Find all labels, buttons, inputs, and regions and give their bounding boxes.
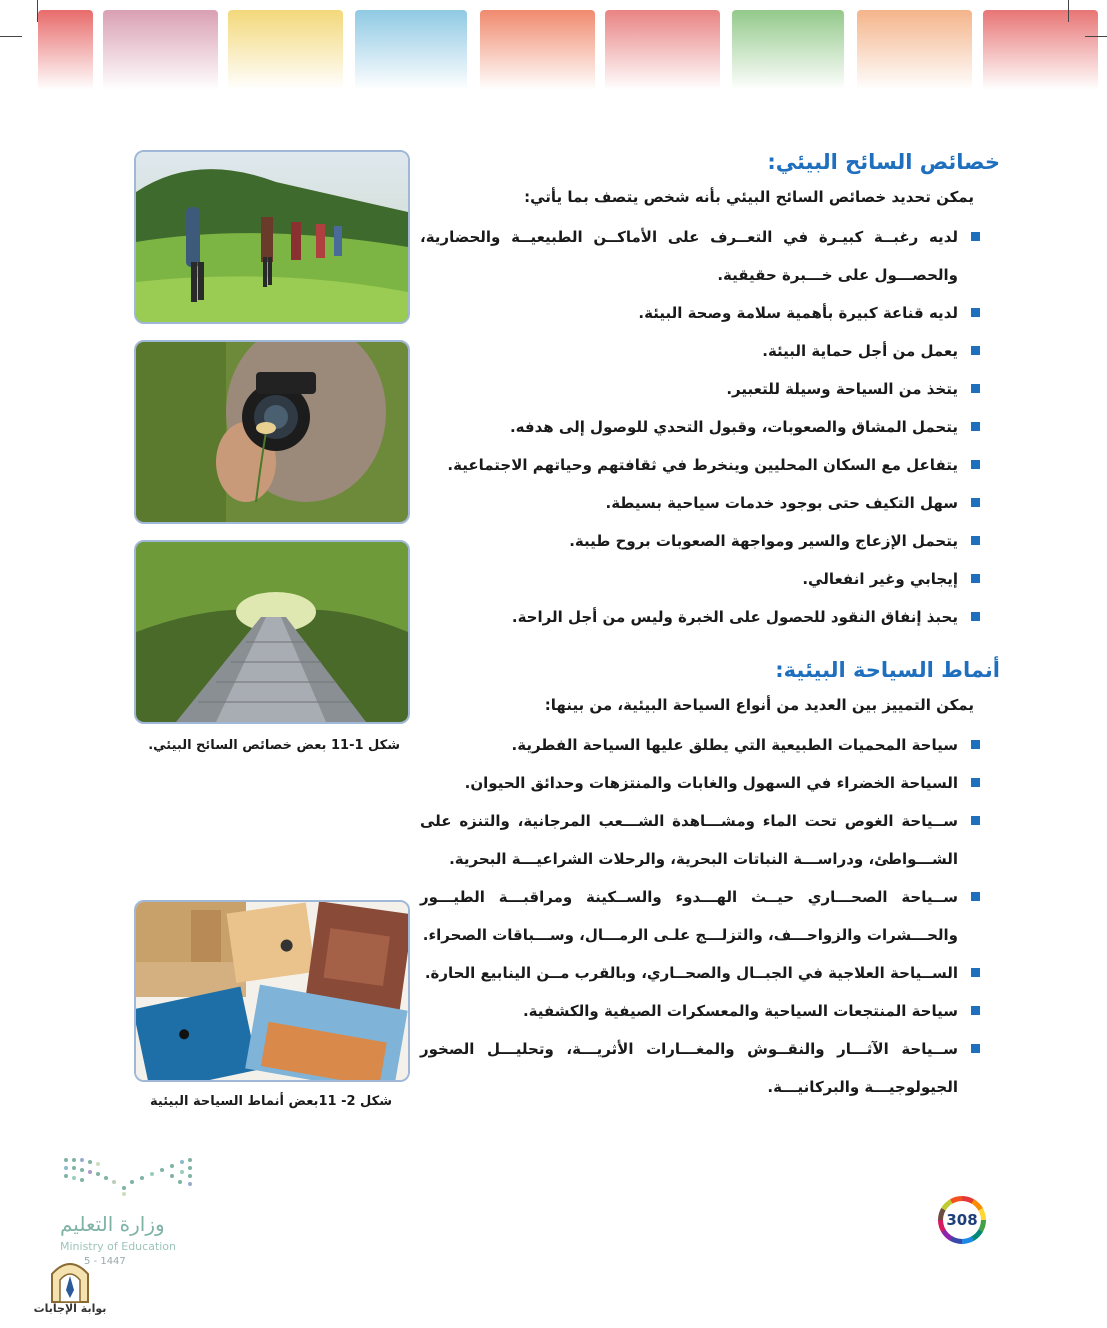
list-item: لديه رغبــة كبيـرة في التعــرف على الأماكــن الطبيعيــة والحضارية، والحصـــول على خـــبرة حقيقية. xyxy=(420,218,958,294)
list-item: لديه قناعة كبيرة بأهمية سلامة وصحة البيئة. xyxy=(420,294,958,332)
header-tab xyxy=(228,10,343,90)
crop-mark xyxy=(1068,0,1069,22)
crop-mark xyxy=(37,0,38,22)
list-item: يعمل من أجل حماية البيئة. xyxy=(420,332,958,370)
header-tab xyxy=(103,10,218,90)
crop-mark xyxy=(1085,36,1107,37)
eco-tourism-collage-photo xyxy=(134,900,410,1082)
section-heading-eco-tourist: خصائص السائح البيئي: xyxy=(767,150,1000,174)
list-item: ســياحة الآثـــار والنقــوش والمغـــارات الأثريـــة، وتحليـــل الصخور الجيولوجيـــة والبركانيـــة. xyxy=(420,1030,958,1106)
figure-caption-2: شكل 2- 11بعض أنماط السياحة البيئية xyxy=(150,1094,392,1109)
photographer-photo xyxy=(134,340,410,524)
watermark-text: بوابة الإجابات xyxy=(33,1302,107,1315)
eco-tourism-types-list xyxy=(420,726,1000,1106)
page-number-badge xyxy=(938,1196,986,1244)
list-item: ســياحة الغوص تحت الماء ومشـــاهدة الشـــعب المرجانية، والتنزه على الشـــواطئ، ودراســـة النباتات البحرية، والرحلات الشراعيـــة البحرية. xyxy=(420,802,958,878)
header-tab xyxy=(355,10,467,90)
boardwalk-photo xyxy=(134,540,410,724)
header-tab xyxy=(480,10,595,90)
section-heading-eco-tourism-types: أنماط السياحة البيئية: xyxy=(775,658,1000,682)
list-item: الســياحة العلاجية في الجبــال والصحــاري، وبالقرب مــن الينابيع الحارة. xyxy=(420,954,958,992)
list-item: إيجابي وغير انفعالي. xyxy=(420,560,958,598)
ministry-of-education-logo xyxy=(60,1150,210,1270)
header-tab xyxy=(732,10,844,90)
site-watermark xyxy=(30,1256,110,1326)
list-item: ســياحة الصحـــاري حيــث الهـــدوء والســكينة ومراقبـــة الطيـــور والحـــشرات والزواحـــف، والتزلـــج علـى الرمـــال، وســـباقات الصحراء. xyxy=(420,878,958,954)
list-item: يتحمل الإزعاج والسير ومواجهة الصعوبات بروح طيبة. xyxy=(420,522,958,560)
header-tab xyxy=(38,10,93,90)
section-intro: يمكن التمييز بين العديد من أنواع السياحة البيئية، من بينها: xyxy=(544,696,974,714)
header-tab xyxy=(983,10,1098,90)
page-number: 308 xyxy=(943,1201,981,1239)
edition-year: 5 - 1447 xyxy=(84,1256,126,1267)
list-item: يتفاعل مع السكان المحليين وينخرط في ثقافتهم وحياتهم الاجتماعية. xyxy=(420,446,958,484)
main-content xyxy=(420,150,1000,1106)
crop-mark xyxy=(0,36,22,37)
eco-tourism-types-section xyxy=(420,658,1000,1106)
list-item: يتخذ من السياحة وسيلة للتعبير. xyxy=(420,370,958,408)
list-item: يتحمل المشاق والصعوبات، وقبول التحدي للوصول إلى هدفه. xyxy=(420,408,958,446)
list-item: سياحة المحميات الطبيعية التي يطلق عليها السياحة الفطرية. xyxy=(420,726,958,764)
eco-tourist-characteristics-list xyxy=(420,218,1000,636)
section-intro: يمكن تحديد خصائص السائح البيئي بأنه شخص يتصف بما يأتي: xyxy=(524,188,974,206)
ministry-name-arabic: وزارة التعليم xyxy=(60,1212,165,1236)
header-tab xyxy=(857,10,972,90)
list-item: سهل التكيف حتى بوجود خدمات سياحية بسيطة. xyxy=(420,484,958,522)
figure-caption-1: شكل 1-11 بعض خصائص السائح البيئي. xyxy=(148,738,400,753)
list-item: يحبذ إنفاق النقود للحصول على الخبرة وليس من أجل الراحة. xyxy=(420,598,958,636)
ministry-name-english: Ministry of Education xyxy=(60,1240,177,1253)
header-tab xyxy=(605,10,720,90)
list-item: السياحة الخضراء في السهول والغابات والمنتزهات وحدائق الحيوان. xyxy=(420,764,958,802)
watermark-emblem-icon xyxy=(30,1256,110,1304)
header-color-tabs xyxy=(0,10,1107,90)
list-item: سياحة المنتجعات السياحية والمعسكرات الصيفية والكشفية. xyxy=(420,992,958,1030)
hikers-photo xyxy=(134,150,410,324)
